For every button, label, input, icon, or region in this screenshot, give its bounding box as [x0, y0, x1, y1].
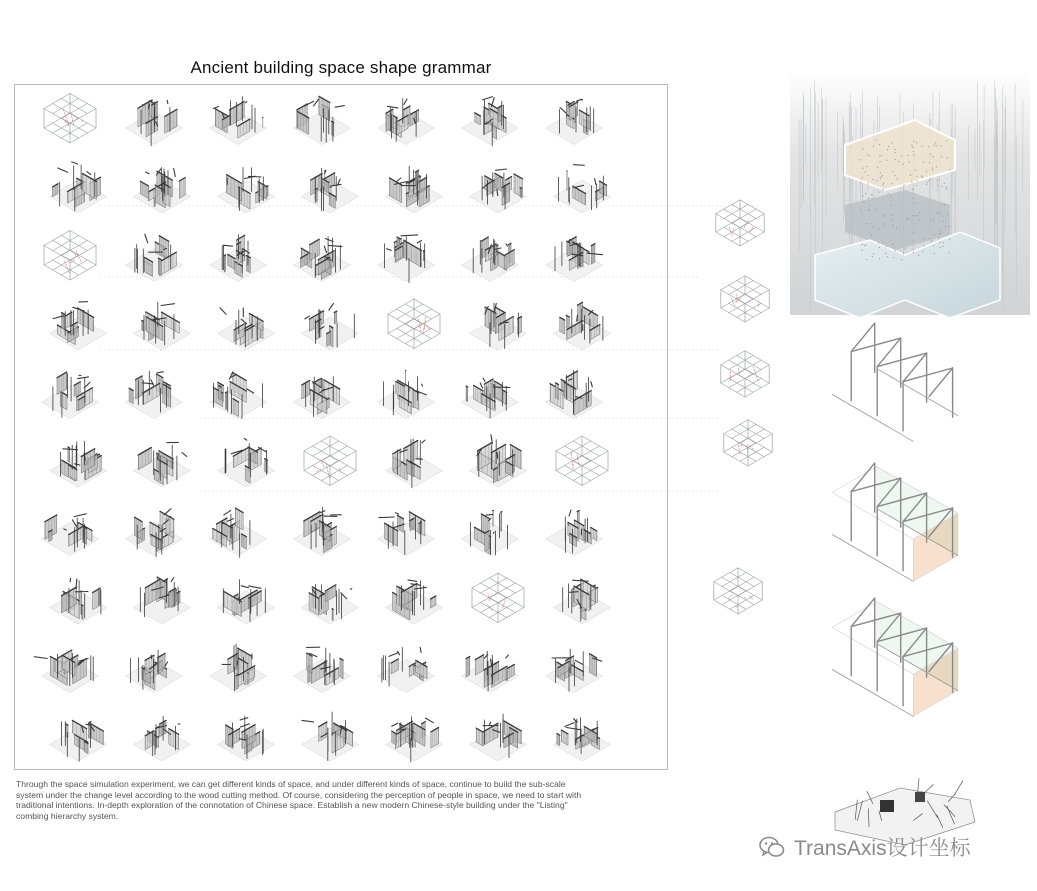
shape-module — [545, 99, 602, 144]
shape-module — [125, 509, 182, 557]
shape-module — [49, 162, 106, 213]
side-wireframe — [721, 276, 769, 322]
wireframe-cell — [556, 436, 608, 486]
shape-module — [41, 514, 98, 556]
shape-module — [49, 578, 106, 624]
shape-module — [34, 650, 98, 693]
shape-module — [293, 377, 350, 419]
shape-module — [553, 579, 610, 624]
shape-module — [209, 644, 266, 692]
shape-module — [133, 577, 190, 624]
shape-module — [217, 716, 274, 761]
shape-module — [377, 235, 434, 283]
shape-module — [301, 712, 358, 761]
shape-module — [301, 168, 358, 213]
shape-module — [301, 585, 358, 625]
shape-module — [377, 99, 434, 145]
shape-module — [217, 580, 274, 624]
side-wireframe — [721, 351, 769, 397]
exploded-layer — [832, 323, 958, 441]
shape-module — [385, 580, 442, 624]
shape-module — [133, 716, 190, 761]
shape-module — [41, 372, 98, 418]
shape-module — [461, 651, 518, 692]
shape-module — [553, 302, 610, 350]
shape-module — [461, 237, 518, 281]
shape-module — [217, 439, 274, 488]
wireframe-cell — [44, 94, 96, 144]
shape-module — [545, 371, 602, 419]
shape-module — [469, 169, 526, 213]
shape-module — [49, 720, 106, 761]
shape-module — [293, 96, 350, 144]
shape-module — [377, 371, 434, 419]
shape-module — [553, 165, 610, 213]
shape-module — [209, 235, 266, 282]
wechat-icon — [758, 833, 786, 861]
shape-module — [217, 308, 274, 350]
side-wireframe — [716, 200, 764, 246]
wireframe-cell — [472, 573, 524, 623]
perspective-render — [790, 70, 1030, 318]
shape-module — [293, 647, 350, 692]
shape-module — [125, 371, 182, 419]
exploded-layer — [832, 598, 958, 716]
page-title: Ancient building space shape grammar — [190, 58, 492, 77]
shape-module — [461, 378, 518, 418]
shape-module — [49, 302, 106, 350]
shape-module — [125, 650, 182, 692]
shape-module — [125, 234, 182, 281]
shape-module — [469, 303, 526, 350]
shape-module — [133, 302, 190, 350]
shape-module — [377, 647, 434, 692]
shape-module — [461, 97, 518, 146]
exploded-layer — [832, 463, 958, 581]
right-exploded-column — [790, 70, 1030, 845]
shape-module — [133, 442, 190, 487]
shape-module — [385, 166, 442, 213]
shape-module — [545, 510, 602, 556]
side-wireframe — [724, 420, 772, 466]
watermark — [758, 832, 971, 862]
shape-module — [553, 718, 610, 761]
shape-module — [293, 237, 350, 282]
shape-module — [209, 508, 266, 557]
description-text: Through the space simulation experiment, we can get different kinds of space, and under different kinds of space, continue to build the sub-scale system under the change level according to the wood cutting method. Of course, considering the perception of people in space, we need to start with traditional intentions. In-depth exploration of the connotation of Chinese space. Establish a new modern Chinese-style building under the "Listing" combing hierarchy system. — [16, 779, 582, 821]
wireframe-cell — [388, 299, 440, 349]
shape-module — [209, 97, 266, 145]
wireframe-cell — [304, 436, 356, 486]
dotted-guide-lines — [100, 206, 760, 491]
shape-module — [461, 510, 518, 555]
shape-module — [385, 439, 442, 488]
shape-module — [49, 441, 106, 487]
wireframe-cell — [44, 231, 96, 281]
shape-module — [217, 167, 274, 213]
side-wireframe — [714, 568, 762, 614]
shape-module — [545, 237, 602, 282]
watermark-text: TransAxis设计坐标 — [794, 837, 971, 860]
shape-module — [545, 649, 602, 692]
shape-module — [469, 714, 526, 761]
shape-module — [125, 100, 182, 146]
shape-module — [469, 435, 526, 487]
side-wireframe-column — [714, 200, 772, 614]
shape-module — [385, 717, 442, 762]
shape-module — [209, 372, 266, 419]
shape-module — [301, 303, 358, 350]
shape-module — [133, 168, 190, 214]
grammar-grid — [34, 94, 610, 762]
shape-module — [377, 512, 434, 556]
shape-module — [293, 507, 350, 556]
